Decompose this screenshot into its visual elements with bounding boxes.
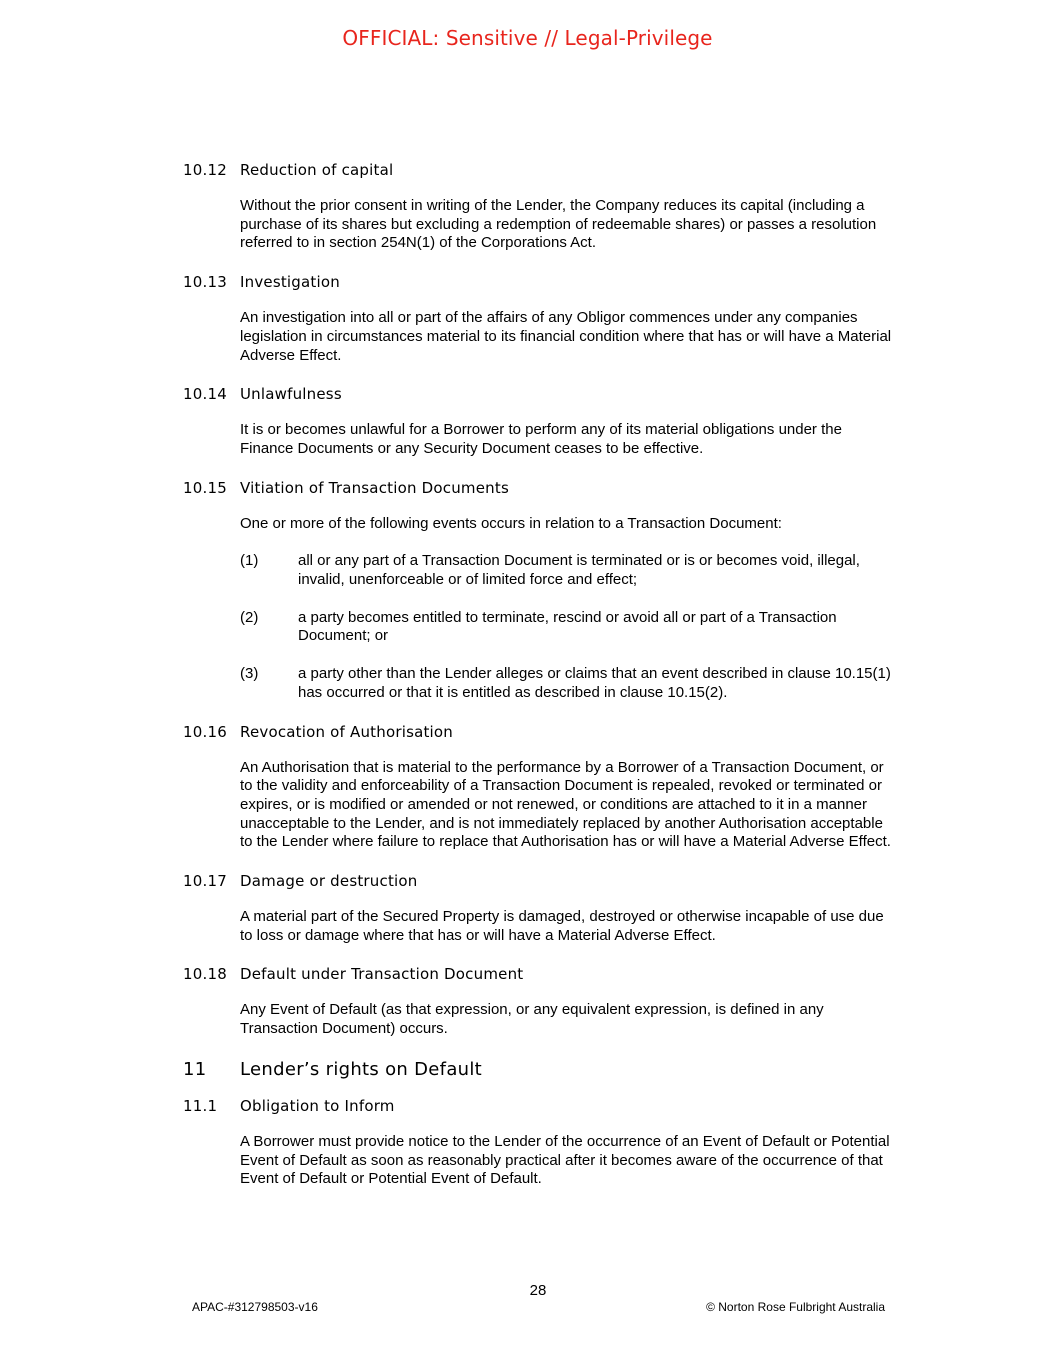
clause-heading	[183, 964, 895, 984]
list-marker: (2)	[240, 608, 259, 626]
section-heading	[183, 1058, 895, 1082]
list-text: a party other than the Lender alleges or claims that an event described in clause 10.15(1) has occurred or that it is entitled as described in clause 10.15(2).	[298, 665, 891, 701]
clause-title: Revocation of Authorisation	[240, 722, 454, 741]
list-marker: (1)	[240, 552, 259, 570]
clause-text: It is or becomes unlawful for a Borrower to perform any of its material obligations under the Finance Documents or any Security Document ceases to be effective.	[240, 421, 842, 457]
document-id: APAC-#312798503-v16	[192, 1300, 318, 1314]
clause-number: 10.14	[183, 385, 227, 404]
clause-title: Unlawfulness	[240, 385, 342, 404]
list-item	[240, 665, 895, 702]
page-number: 28	[529, 1282, 547, 1299]
section-number: 11	[183, 1058, 207, 1080]
clause-title: Vitiation of Transaction Documents	[240, 478, 509, 497]
clause-number: 10.15	[183, 478, 227, 497]
clause-heading	[183, 160, 895, 180]
clause-10-18	[183, 964, 895, 1038]
clause-title: Investigation	[240, 273, 340, 292]
clause-title: Obligation to Inform	[240, 1096, 395, 1115]
clause-heading	[183, 384, 895, 404]
clause-heading	[183, 722, 895, 742]
clause-number: 10.12	[183, 161, 227, 179]
section-title: Lender’s rights on Default	[240, 1058, 483, 1080]
clause-10-14	[183, 384, 895, 458]
clause-number: 10.18	[183, 965, 227, 984]
clause-heading	[183, 1096, 895, 1116]
clause-number: 11.1	[183, 1096, 218, 1115]
clause-number: 10.13	[183, 273, 227, 292]
clause-heading	[183, 272, 895, 292]
clause-10-16	[183, 722, 895, 853]
clause-11-1	[183, 1096, 895, 1189]
clause-title: Reduction of capital	[240, 161, 394, 179]
clause-heading	[183, 478, 895, 498]
clause-text: One or more of the following events occurs in relation to a Transaction Document:	[240, 514, 782, 532]
clause-text: Without the prior consent in writing of the Lender, the Company reduces its capital (including a purchase of its shares but excluding a redemption of redeemable shares) or passes a resolution referred to in section 254N(1) of the Corporations Act.	[240, 197, 877, 252]
clause-10-17	[183, 871, 895, 945]
clause-number: 10.17	[183, 872, 227, 891]
document-body	[183, 160, 895, 1208]
list-item	[240, 552, 895, 589]
clause-10-13	[183, 272, 895, 365]
clause-text: An investigation into all or part of the affairs of any Obligor commences under any companies legislation in circumstances material to its financial condition where that has or will have a Material Adverse Effect.	[240, 309, 892, 364]
clause-text: A material part of the Secured Property is damaged, destroyed or otherwise incapable of use due to loss or damage where that has or will have a Material Adverse Effect.	[240, 908, 884, 944]
clause-heading	[183, 871, 895, 891]
clause-10-12	[183, 160, 895, 253]
clause-title: Damage or destruction	[240, 872, 418, 891]
list-text: a party becomes entitled to terminate, rescind or avoid all or part of a Transaction Document; or	[298, 608, 837, 645]
clause-10-15	[183, 478, 895, 703]
list-item	[240, 609, 895, 646]
clause-text: Any Event of Default (as that expression, or any equivalent expression, is defined in any Transaction Document) occurs.	[240, 1001, 824, 1038]
classification-banner: OFFICIAL: Sensitive // Legal-Privilege	[342, 26, 713, 50]
clause-text: A Borrower must provide notice to the Lender of the occurrence of an Event of Default or Potential Event of Default as soon as reasonably practical after it becomes aware of the occurrence of that Event of Default or Potential Event of Default.	[240, 1132, 890, 1188]
list-marker: (3)	[240, 665, 259, 683]
copyright-notice: © Norton Rose Fulbright Australia	[706, 1300, 885, 1314]
clause-number: 10.16	[183, 722, 227, 741]
clause-title: Default under Transaction Document	[240, 965, 524, 984]
list-text: all or any part of a Transaction Document is terminated or is or becomes void, illegal, invalid, unenforceable or of limited force and effect;	[298, 552, 860, 589]
clause-text: An Authorisation that is material to the performance by a Borrower of a Transaction Document, or to the validity and enforceability of a Transaction Document is repealed, revoked or terminated or expires, or is modified or amended or not renewed, or conditions are attached to it in a manner unacceptable to the Lender, and is not immediately replaced by another Authorisation acceptable to the Lender where failure to replace that Authorisation has or will have a Material Adverse Effect.	[240, 758, 891, 851]
